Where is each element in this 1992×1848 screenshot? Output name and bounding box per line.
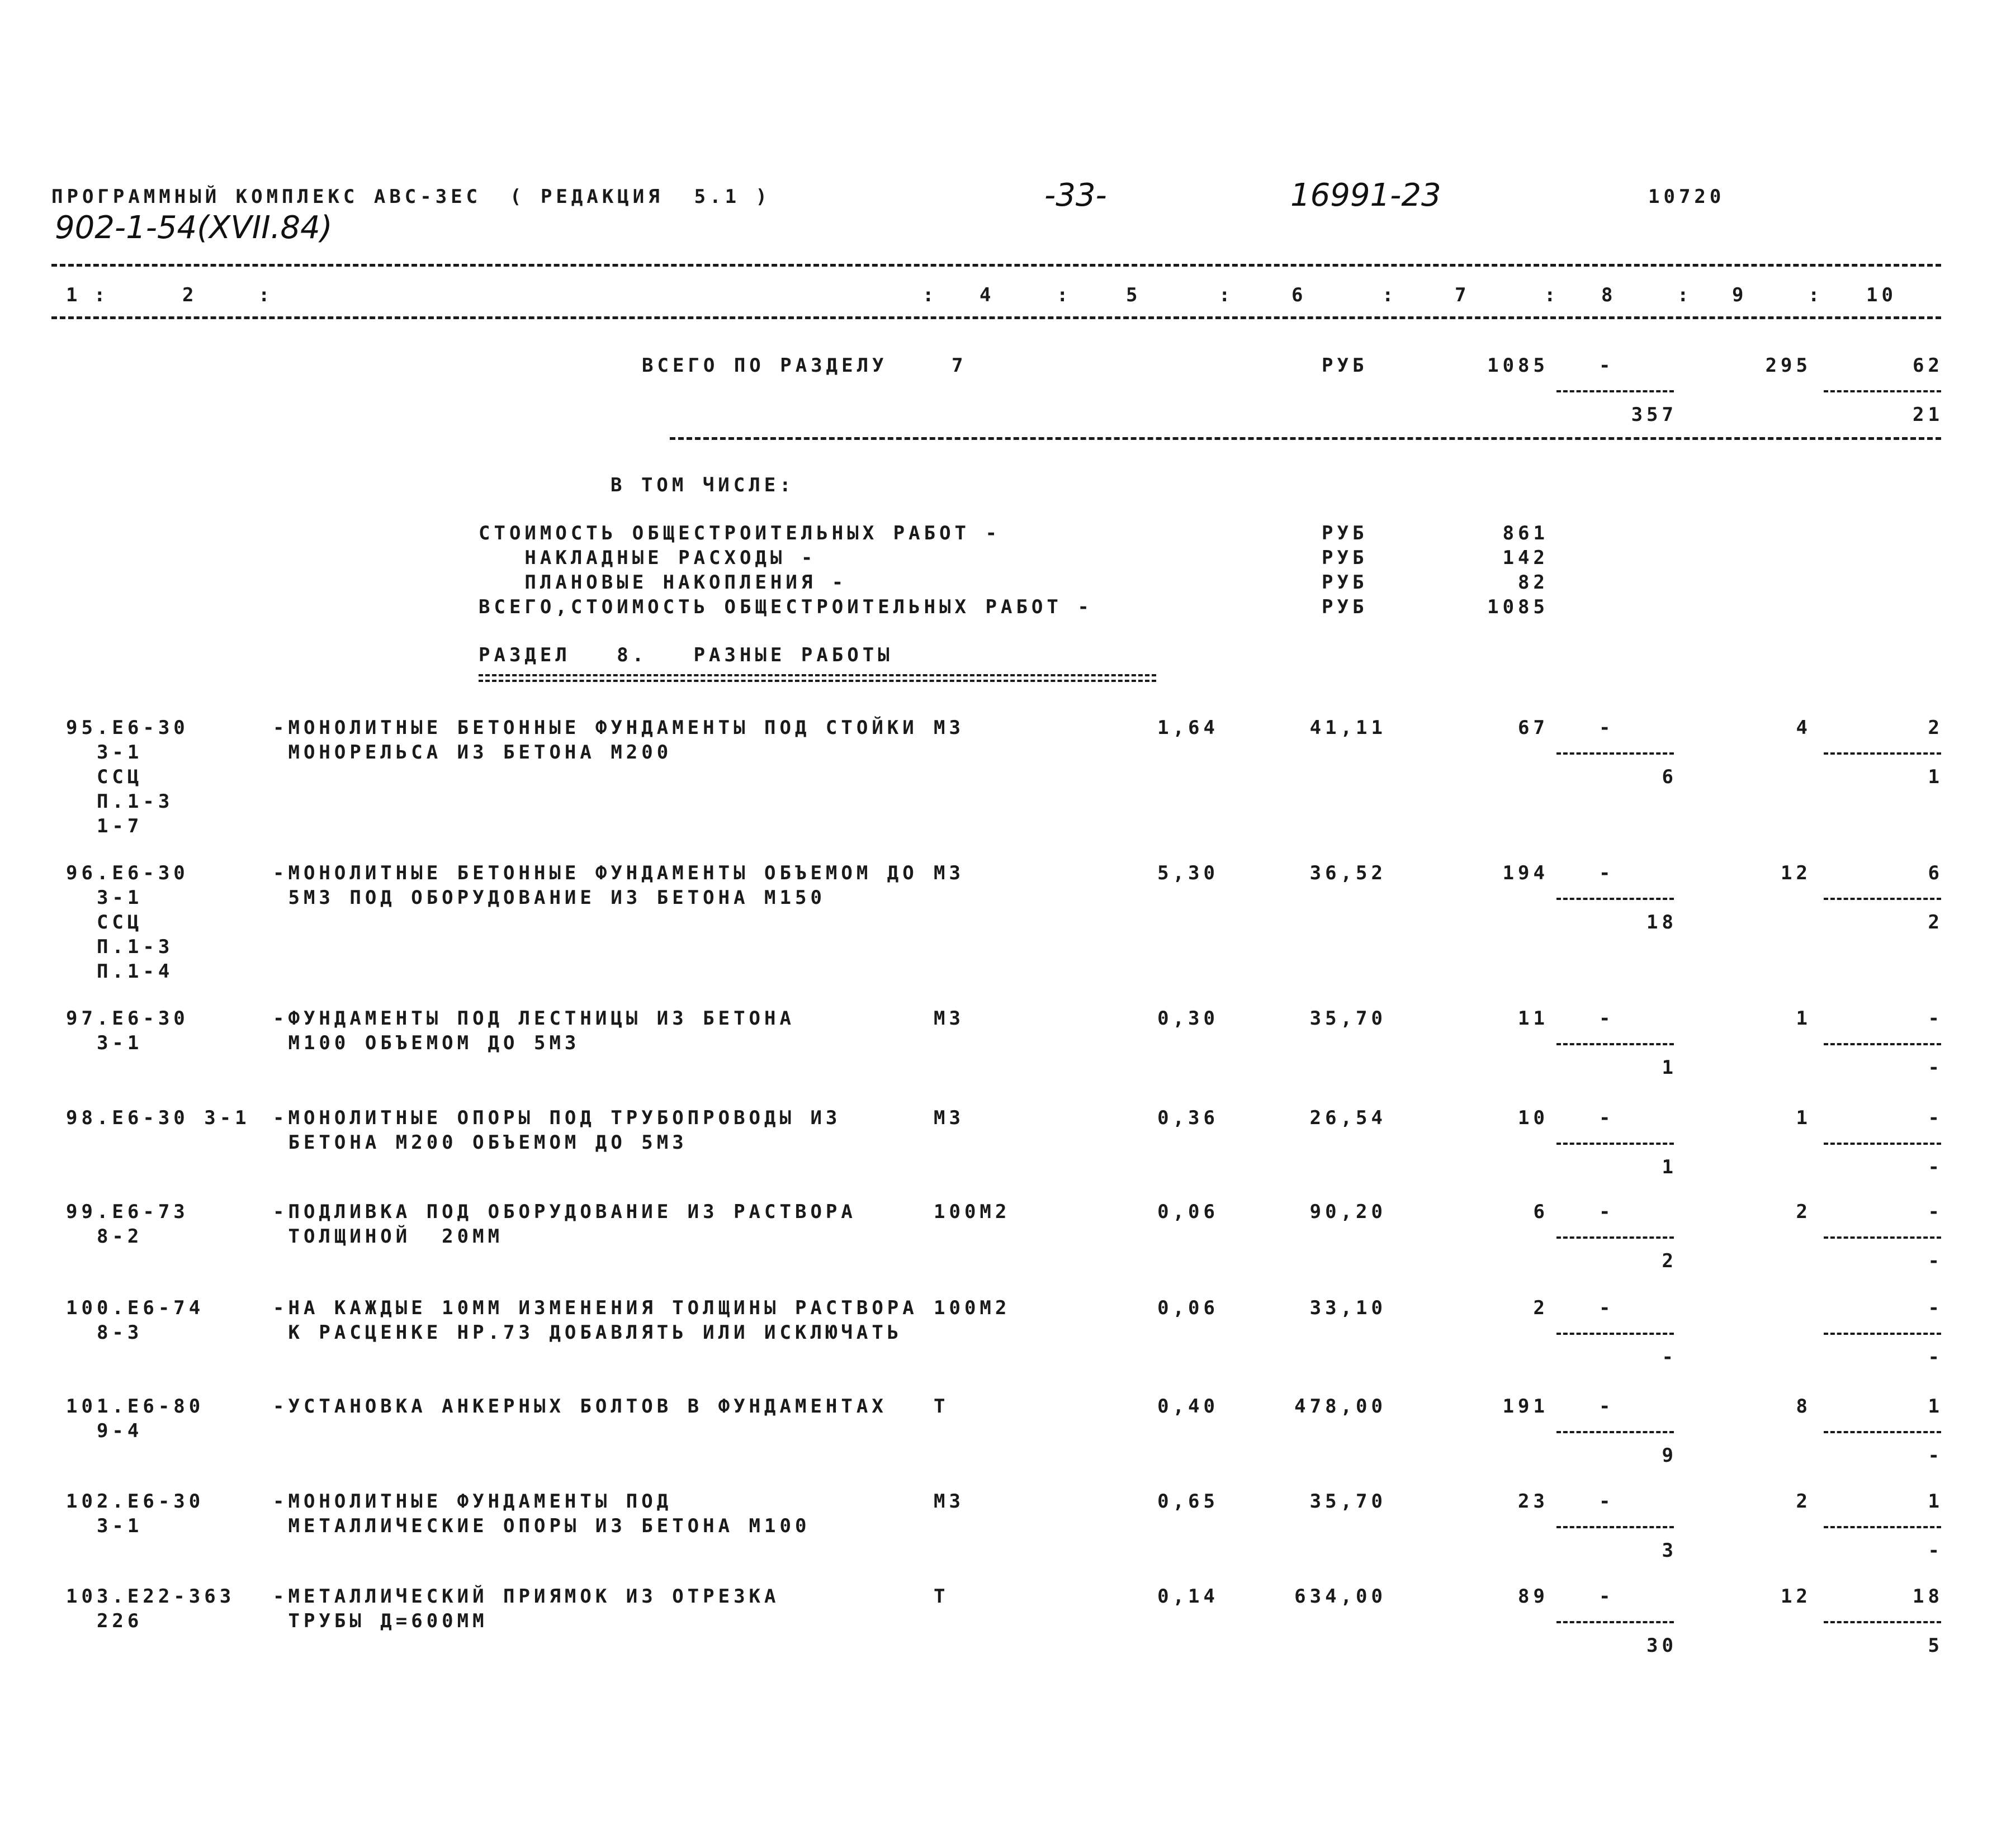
row-unit: М3 [934,862,964,884]
total-c10-top: 62 [1913,354,1943,377]
row-unit-price: 35,70 [1309,1490,1387,1513]
row-description: МОНОРЕЛЬСА ИЗ БЕТОНА М200 [273,741,673,764]
edition-label: ( РЕДАКЦИЯ 5.1 ) [510,186,771,208]
row-col8-top: - [1599,1490,1615,1513]
total-c9: 295 [1765,354,1811,377]
row-quantity: 0,40 [1157,1395,1219,1418]
page-number: -33- [1044,177,1107,214]
row-code: 3-1 [66,1515,143,1537]
row-col10-top: 2 [1928,717,1943,739]
including-line-unit: РУБ [1322,547,1368,569]
row-code: П.1-3 [66,790,174,813]
row-code: 101.Е6-80 [66,1395,205,1418]
row-quantity: 0,30 [1157,1007,1219,1030]
row-description: ТОЛЩИНОЙ 20ММ [273,1225,504,1248]
fraction-line [1824,1431,1941,1433]
row-col10-bottom: 2 [1928,911,1943,934]
colnum-8: 8 [1601,284,1617,306]
row-col8-top: - [1599,862,1615,884]
row-unit-price: 478,00 [1294,1395,1387,1418]
colnum-4: 4 [980,284,995,306]
fraction-line [1824,1621,1941,1623]
row-description: ТРУБЫ Д=600ММ [273,1610,488,1632]
row-code: 102.Е6-30 [66,1490,205,1513]
row-unit-price: 634,00 [1294,1585,1387,1608]
row-code: 97.Е6-30 [66,1007,189,1030]
row-col8-bottom: 9 [1662,1444,1677,1467]
row-unit: 100М2 [934,1201,1011,1223]
row-code: 9-4 [66,1420,143,1442]
row-quantity: 0,06 [1157,1297,1219,1319]
row-col7: 6 [1533,1201,1549,1223]
row-col10-top: - [1928,1107,1943,1129]
fraction-line [1824,1143,1941,1145]
fraction-line [1556,898,1674,900]
row-col10-top: 18 [1913,1585,1943,1608]
row-col7: 10 [1518,1107,1549,1129]
row-col8-bottom: 6 [1662,766,1677,788]
row-col10-bottom: 5 [1928,1634,1943,1657]
row-code: 95.Е6-30 [66,717,189,739]
fraction-line [1556,1236,1674,1239]
including-line-value: 142 [1502,547,1549,569]
row-col10-top: 1 [1928,1395,1943,1418]
fraction-line [1556,752,1674,755]
row-col8-bottom: 1 [1662,1156,1677,1178]
row-code: 8-2 [66,1225,143,1248]
total-c8-bottom: 357 [1631,404,1677,426]
row-description: БЕТОНА М200 ОБЪЕМОМ ДО 5М3 [273,1131,688,1154]
row-code: П.1-4 [66,960,174,983]
including-line-unit: РУБ [1322,522,1368,544]
row-col7: 23 [1518,1490,1549,1513]
row-col10-bottom: - [1928,1539,1943,1562]
including-line-unit: РУБ [1322,571,1368,594]
row-col9: 2 [1796,1490,1811,1513]
code-number: 10720 [1648,186,1725,208]
row-col10-bottom: - [1928,1444,1943,1467]
section-title: РАЗДЕЛ 8. РАЗНЫЕ РАБОТЫ [479,644,893,666]
row-col8-bottom: 1 [1662,1056,1677,1079]
row-quantity: 0,65 [1157,1490,1219,1513]
row-col9: 12 [1781,862,1811,884]
colnum-9: 9 [1732,284,1748,306]
including-line-value: 1085 [1487,596,1549,618]
total-unit: РУБ [1322,354,1368,377]
row-col9: 2 [1796,1201,1811,1223]
row-quantity: 0,06 [1157,1201,1219,1223]
colnum-6: 6 [1291,284,1307,306]
including-line-value: 82 [1518,571,1549,594]
fraction-line [1824,1333,1941,1335]
row-col9: 8 [1796,1395,1811,1418]
row-description: -ФУНДАМЕНТЫ ПОД ЛЕСТНИЦЫ ИЗ БЕТОНА [273,1007,795,1030]
row-col8-top: - [1599,1585,1615,1608]
row-code: ССЦ [66,911,143,934]
rule-total [670,437,1941,440]
including-line-label: ВСЕГО,СТОИМОСТЬ ОБЩЕСТРОИТЕЛЬНЫХ РАБОТ - [479,596,1093,618]
total-c8-top: - [1599,354,1615,377]
row-description: 5М3 ПОД ОБОРУДОВАНИЕ ИЗ БЕТОНА М150 [273,887,826,909]
project-number: 902-1-54(XVII.84) [55,210,333,246]
row-description: -МЕТАЛЛИЧЕСКИЙ ПРИЯМОК ИЗ ОТРЕЗКА [273,1585,780,1608]
row-col10-top: 1 [1928,1490,1943,1513]
row-col8-bottom: 30 [1646,1634,1677,1657]
total-section-no: 7 [952,354,967,377]
row-description: МЕТАЛЛИЧЕСКИЕ ОПОРЫ ИЗ БЕТОНА М100 [273,1515,811,1537]
row-col7: 191 [1502,1395,1549,1418]
row-col10-top: 6 [1928,862,1943,884]
row-unit-price: 90,20 [1309,1201,1387,1223]
row-col10-bottom: - [1928,1156,1943,1178]
row-unit-price: 33,10 [1309,1297,1387,1319]
row-col10-bottom: 1 [1928,766,1943,788]
row-code: 100.Е6-74 [66,1297,205,1319]
fraction-line [1556,1333,1674,1335]
total-c10-bottom: 21 [1913,404,1943,426]
row-col9: 1 [1796,1107,1811,1129]
row-code: 8-3 [66,1321,143,1344]
row-col8-bottom: 3 [1662,1539,1677,1562]
fraction-line [1824,1236,1941,1239]
row-description: -НА КАЖДЫЕ 10ММ ИЗМЕНЕНИЯ ТОЛЩИНЫ РАСТВОРА [273,1297,918,1319]
row-col8-top: - [1599,1201,1615,1223]
row-unit: Т [934,1585,949,1608]
colnum-10: 10 [1866,284,1897,306]
including-line-label: НАКЛАДНЫЕ РАСХОДЫ - [479,547,817,569]
row-quantity: 1,64 [1157,717,1219,739]
row-unit: М3 [934,1007,964,1030]
row-unit-price: 36,52 [1309,862,1387,884]
fraction-line [1824,752,1941,755]
row-code: П.1-3 [66,936,174,958]
program-title: ПРОГРАММНЫЙ КОМПЛЕКС АВС-ЗЕС [51,186,482,208]
total-c7: 1085 [1487,354,1549,377]
row-unit: М3 [934,717,964,739]
row-col9: 12 [1781,1585,1811,1608]
row-col10-bottom: - [1928,1056,1943,1079]
row-description: -МОНОЛИТНЫЕ БЕТОННЫЕ ФУНДАМЕНТЫ ОБЪЕМОМ ДО [273,862,918,884]
row-code: 98.Е6-30 3-1 [66,1107,250,1129]
row-code: 3-1 [66,887,143,909]
row-quantity: 0,36 [1157,1107,1219,1129]
row-code: 226 [66,1610,143,1632]
including-line-label: СТОИМОСТЬ ОБЩЕСТРОИТЕЛЬНЫХ РАБОТ - [479,522,1001,544]
fraction-line [1556,1143,1674,1145]
colnum-7: 7 [1455,284,1470,306]
row-col8-bottom: 18 [1646,911,1677,934]
colnum-5: 5 [1126,284,1142,306]
row-col8-top: - [1599,1107,1615,1129]
row-description: -УСТАНОВКА АНКЕРНЫХ БОЛТОВ В ФУНДАМЕНТАХ [273,1395,887,1418]
row-col7: 67 [1518,717,1549,739]
row-quantity: 5,30 [1157,862,1219,884]
row-col8-bottom: - [1662,1346,1677,1368]
row-unit-price: 35,70 [1309,1007,1387,1030]
including-line-label: ПЛАНОВЫЕ НАКОПЛЕНИЯ - [479,571,848,594]
row-unit: М3 [934,1490,964,1513]
row-description: К РАСЦЕНКЕ НР.73 ДОБАВЛЯТЬ ИЛИ ИСКЛЮЧАТЬ [273,1321,903,1344]
row-code: 96.Е6-30 [66,862,189,884]
row-col8-top: - [1599,1007,1615,1030]
fraction-line [1556,1621,1674,1623]
row-code: 99.Е6-73 [66,1201,189,1223]
row-quantity: 0,14 [1157,1585,1219,1608]
row-code: 3-1 [66,741,143,764]
colnum-1: 1 [66,284,82,306]
row-col9: 1 [1796,1007,1811,1030]
row-description: -МОНОЛИТНЫЕ ОПОРЫ ПОД ТРУБОПРОВОДЫ ИЗ [273,1107,841,1129]
row-unit: 100М2 [934,1297,1011,1319]
rule-header-bottom [51,316,1941,319]
fraction-line [1556,1431,1674,1433]
document-number: 16991-23 [1290,177,1441,214]
row-col9: 4 [1796,717,1811,739]
row-col7: 11 [1518,1007,1549,1030]
row-unit: Т [934,1395,949,1418]
row-col8-top: - [1599,1297,1615,1319]
fraction-line [1824,1043,1941,1045]
row-col10-bottom: - [1928,1346,1943,1368]
rule-top [51,264,1941,267]
row-col7: 2 [1533,1297,1549,1319]
row-code: 3-1 [66,1032,143,1054]
section-title-underline [479,674,1156,682]
row-code: 103.Е22-363 [66,1585,235,1608]
row-col8-top: - [1599,1395,1615,1418]
row-col10-top: - [1928,1007,1943,1030]
row-col10-top: - [1928,1297,1943,1319]
row-description: М100 ОБЪЕМОМ ДО 5М3 [273,1032,580,1054]
row-description: -МОНОЛИТНЫЕ ФУНДАМЕНТЫ ПОД [273,1490,673,1513]
row-code: ССЦ [66,766,143,788]
row-col7: 194 [1502,862,1549,884]
including-line-unit: РУБ [1322,596,1368,618]
row-col10-top: - [1928,1201,1943,1223]
fraction-line [1824,898,1941,900]
colnum-2: 2 [182,284,198,306]
row-unit-price: 41,11 [1309,717,1387,739]
fraction-line [1824,1526,1941,1528]
including-line-value: 861 [1502,522,1549,544]
row-unit-price: 26,54 [1309,1107,1387,1129]
row-unit: М3 [934,1107,964,1129]
row-description: -ПОДЛИВКА ПОД ОБОРУДОВАНИЕ ИЗ РАСТВОРА [273,1201,857,1223]
fraction-line [1556,1526,1674,1528]
fraction-line [1556,1043,1674,1045]
row-description: -МОНОЛИТНЫЕ БЕТОННЫЕ ФУНДАМЕНТЫ ПОД СТОЙКИ [273,717,918,739]
row-col10-bottom: - [1928,1250,1943,1272]
row-col8-bottom: 2 [1662,1250,1677,1272]
row-col8-top: - [1599,717,1615,739]
total-label: ВСЕГО ПО РАЗДЕЛУ [642,354,888,377]
including-label: В ТОМ ЧИСЛЕ: [611,474,795,496]
row-col7: 89 [1518,1585,1549,1608]
row-code: 1-7 [66,815,143,837]
